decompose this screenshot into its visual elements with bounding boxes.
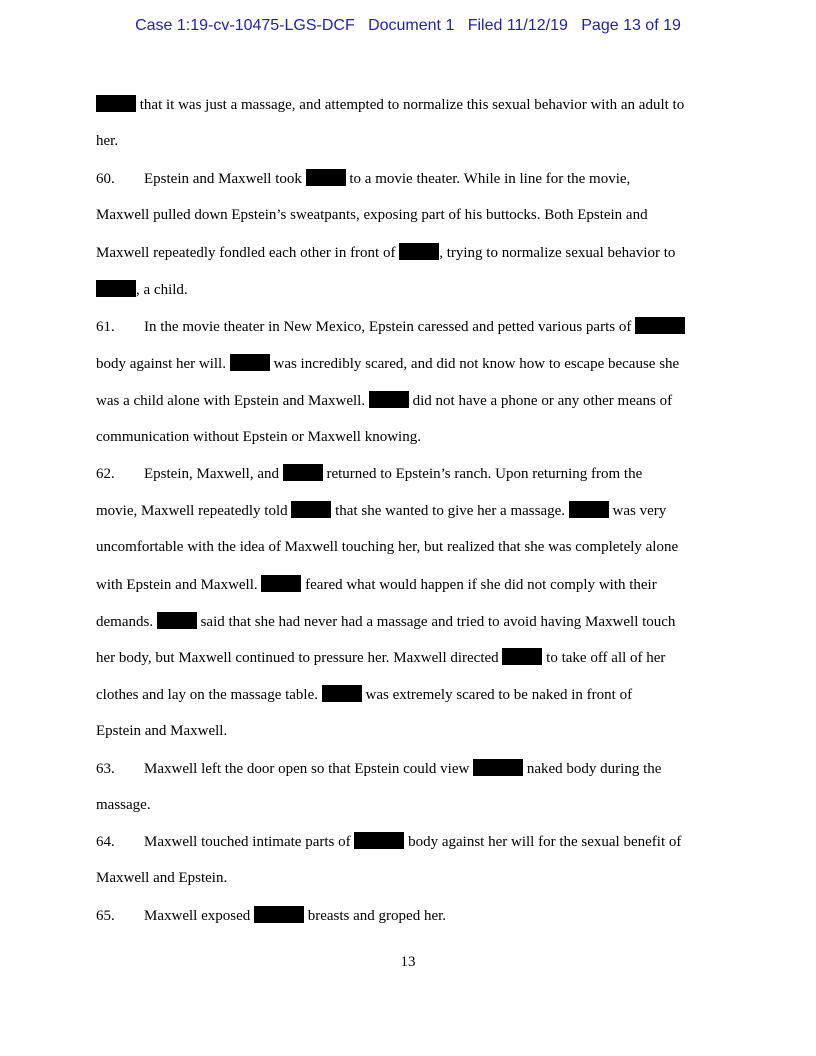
document-number: Document 1: [368, 17, 455, 34]
redaction-block: [399, 243, 439, 260]
paragraph-number: 62.: [96, 466, 115, 482]
redaction-block: [283, 464, 323, 481]
paragraph-65: [96, 906, 446, 925]
redaction-block: [473, 759, 523, 776]
redaction-block: [230, 354, 270, 371]
paragraph-number: 63.: [96, 761, 115, 777]
text-span: body against her will for the sexual benefit of: [408, 834, 682, 850]
text-span: communication without Epstein or Maxwell knowing.: [96, 429, 421, 445]
text-span: was very: [612, 503, 667, 519]
text-span: her.: [96, 133, 119, 149]
redaction-block: [96, 95, 136, 112]
paragraph-number: 60.: [96, 171, 115, 187]
text-span: body against her will.: [96, 356, 226, 372]
redaction-block: [369, 391, 409, 408]
text-span: said that she had never had a massage and tried to avoid having Maxwell touch: [200, 614, 676, 630]
text-span: to take off all of her: [546, 650, 666, 666]
text-span: was incredibly scared, and did not know how to escape because she: [273, 356, 680, 372]
text-line: [96, 685, 632, 704]
text-span: Maxwell touched intimate parts of: [144, 834, 351, 850]
text-span: that she wanted to give her a massage.: [335, 503, 566, 519]
text-span: Maxwell pulled down Epstein’s sweatpants, exposing part of his buttocks. Both Epstein and: [96, 207, 648, 223]
text-span: , a child.: [136, 282, 188, 298]
text-line: [96, 280, 188, 299]
filed-date: Filed 11/12/19: [467, 17, 568, 34]
text-line: [96, 132, 118, 150]
text-span: breasts and groped her.: [307, 908, 447, 924]
text-span: was extremely scared to be naked in front of: [365, 687, 633, 703]
paragraph-61: [96, 317, 685, 336]
redaction-block: [502, 648, 542, 665]
text-line: [96, 243, 675, 262]
text-span: demands.: [96, 614, 154, 630]
redaction-block: [354, 832, 404, 849]
text-span: returned to Epstein’s ranch. Upon returning from the: [326, 466, 643, 482]
text-span: uncomfortable with the idea of Maxwell touching her, but realized that she was completely alone: [96, 539, 679, 555]
text-span: her body, but Maxwell continued to pressure her. Maxwell directed: [96, 650, 499, 666]
text-span: Epstein, Maxwell, and: [144, 466, 279, 482]
redaction-block: [569, 501, 609, 518]
text-span: clothes and lay on the massage table.: [96, 687, 319, 703]
text-span: to a movie theater. While in line for the movie,: [349, 171, 631, 187]
text-span: Epstein and Maxwell took: [144, 171, 302, 187]
text-line: [96, 796, 151, 814]
paragraph-62: [96, 464, 642, 483]
redaction-block: [261, 575, 301, 592]
text-line: [96, 391, 672, 410]
text-span: with Epstein and Maxwell.: [96, 577, 258, 593]
text-span: movie, Maxwell repeatedly told: [96, 503, 288, 519]
text-line: [96, 428, 421, 446]
paragraph-number: 61.: [96, 319, 115, 335]
text-line: [96, 95, 684, 114]
text-span: In the movie theater in New Mexico, Epstein caressed and petted various parts of: [144, 319, 632, 335]
text-line: [96, 538, 678, 556]
redaction-block: [254, 906, 304, 923]
page-number: 13: [400, 954, 416, 970]
paragraph-64: [96, 832, 681, 851]
paragraph-63: [96, 759, 661, 778]
text-line: [96, 206, 648, 224]
redaction-block: [291, 501, 331, 518]
text-line: [96, 722, 227, 740]
text-line: [96, 612, 675, 631]
paragraph-number: 64.: [96, 834, 115, 850]
text-span: that it was just a massage, and attempted to normalize this sexual behavior with an adult to: [139, 97, 685, 113]
text-line: [96, 575, 657, 594]
page-indicator: Page 13 of 19: [581, 17, 681, 34]
text-span: feared what would happen if she did not comply with their: [305, 577, 657, 593]
text-span: Maxwell and Epstein.: [96, 870, 228, 886]
text-span: Maxwell exposed: [144, 908, 251, 924]
redaction-block: [96, 280, 136, 297]
redaction-block: [306, 169, 346, 186]
redaction-block: [322, 685, 362, 702]
text-span: did not have a phone or any other means of: [412, 393, 673, 409]
paragraph-number: 65.: [96, 908, 115, 924]
text-line: [96, 648, 665, 667]
text-span: Maxwell left the door open so that Epstein could view: [144, 761, 470, 777]
text-line: [96, 354, 679, 373]
paragraph-60: [96, 169, 630, 188]
text-span: was a child alone with Epstein and Maxwell.: [96, 393, 366, 409]
text-span: Epstein and Maxwell.: [96, 723, 228, 739]
case-number: Case 1:19-cv-10475-LGS-DCF: [135, 17, 355, 34]
text-span: Maxwell repeatedly fondled each other in front of: [96, 245, 396, 261]
text-line: [96, 501, 666, 520]
case-header: [0, 17, 816, 35]
text-line: [96, 869, 227, 887]
redaction-block: [157, 612, 197, 629]
redaction-block: [635, 317, 685, 334]
text-span: naked body during the: [526, 761, 662, 777]
text-span: massage.: [96, 797, 151, 813]
text-span: , trying to normalize sexual behavior to: [439, 245, 676, 261]
